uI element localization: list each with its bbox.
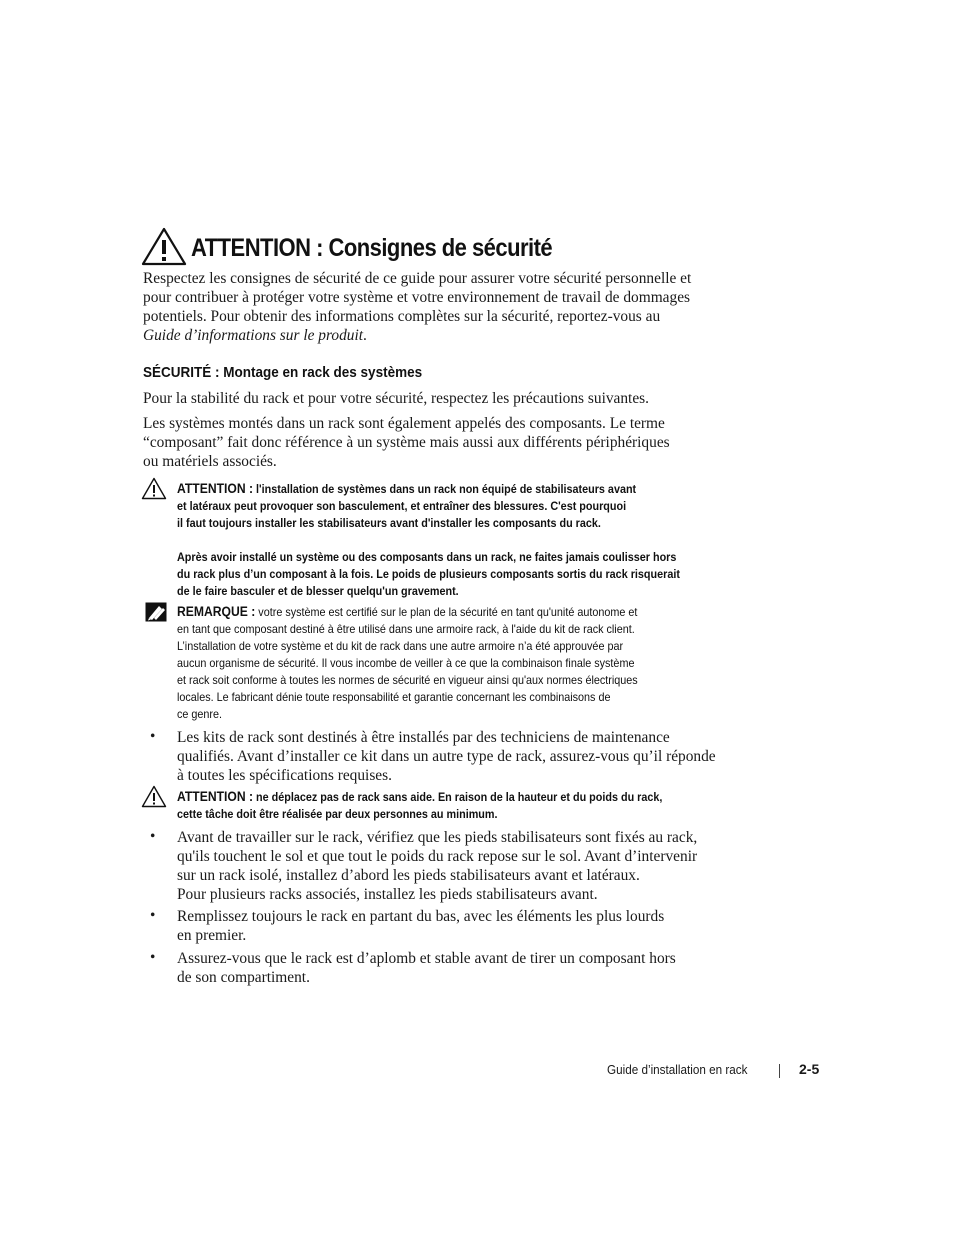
- bullet-line: à toutes les spécifications requises.: [177, 767, 392, 784]
- footer-guide-title: Guide d’installation en rack: [607, 1062, 748, 1077]
- bullet-line: en premier.: [177, 927, 247, 944]
- attention-line: Après avoir installé un système ou des composants dans un rack, ne faites jamais coulisser hors: [177, 550, 677, 564]
- bullet-line: qu'ils touchent le sol et que tout le poids du rack repose sur le sol. Avant d’intervenir: [177, 848, 698, 865]
- intro-line: Respectez les consignes de sécurité de ce guide pour assurer votre sécurité personnelle et: [143, 270, 692, 287]
- stability-line: Pour la stabilité du rack et pour votre sécurité, respectez les précautions suivantes.: [143, 390, 650, 407]
- components-line: Les systèmes montés dans un rack sont également appelés des composants. Le terme: [143, 415, 665, 432]
- attention-note-moving: [177, 788, 716, 823]
- attention-line: de le faire basculer et de blesser quelqu'un gravement.: [177, 584, 459, 598]
- bullet-marker: •: [150, 728, 156, 745]
- components-line: ou matériels associés.: [143, 453, 277, 470]
- pencil-note-icon: [145, 602, 167, 622]
- bullet-line: qualifiés. Avant d’installer ce kit dans un autre type de rack, assurez-vous qu’il réponde: [177, 748, 716, 765]
- remarque-line: aucun organisme de sécurité. Il vous incombe de veiller à ce que la combinaison finale système: [177, 656, 635, 670]
- attention-text: l'installation de systèmes dans un rack non équipé de stabilisateurs avant: [256, 482, 637, 496]
- intro-line: [143, 326, 691, 345]
- warning-triangle-icon: [141, 226, 187, 266]
- bullet-line: Les kits de rack sont destinés à être installés par des techniciens de maintenance: [177, 729, 670, 746]
- bullet-line: de son compartiment.: [177, 969, 310, 986]
- intro-line: potentiels. Pour obtenir des informations complètes sur la sécurité, reportez-vous au: [143, 308, 661, 325]
- product-guide-title: Guide d’informations sur le produit: [143, 327, 364, 344]
- footer-divider: [779, 1064, 780, 1078]
- remarque-line: L’installation de votre système et du kit de rack dans une autre armoire n’a été approuvée par: [177, 639, 624, 653]
- attention-line: et latéraux peut provoquer son basculement, et entraîner des blessures. C'est pourquoi: [177, 499, 627, 513]
- remarque-label: REMARQUE :: [177, 604, 256, 619]
- remarque-note: [177, 603, 689, 723]
- remarque-line: en tant que composant destiné à être utilisé dans une armoire rack, à l'aide du kit de rack client.: [177, 622, 635, 636]
- attention-label: ATTENTION :: [177, 481, 254, 496]
- page-title: ATTENTION : Consignes de sécurité: [191, 234, 553, 262]
- attention-spacer: [177, 532, 680, 549]
- attention-note-stabilizers: [177, 480, 736, 600]
- remarque-text: votre système est certifié sur le plan de la sécurité en tant qu'unité autonome et: [258, 605, 638, 619]
- attention-label: ATTENTION :: [177, 789, 254, 804]
- intro-line: pour contribuer à protéger votre système et votre environnement de travail de dommages: [143, 289, 691, 306]
- remarque-line: ce genre.: [177, 707, 223, 721]
- attention-text: ne déplacez pas de rack sans aide. En raison de la hauteur et du poids du rack,: [256, 790, 663, 804]
- bullet-line: Assurez-vous que le rack est d’aplomb et stable avant de tirer un composant hors: [177, 950, 676, 967]
- intro-period: .: [363, 327, 367, 344]
- attention-line: cette tâche doit être réalisée par deux personnes au minimum.: [177, 807, 498, 821]
- attention-line: du rack plus d’un composant à la fois. Le poids de plusieurs composants sortis du rack risquerait: [177, 567, 680, 581]
- intro-paragraph: [143, 269, 691, 345]
- components-paragraph: [143, 414, 670, 471]
- attention-line: [177, 788, 662, 806]
- bullet-rack-kits: [177, 728, 716, 785]
- bullet-marker: •: [150, 949, 156, 966]
- bullet-line: Remplissez toujours le rack en partant du bas, avec les éléments les plus lourds: [177, 908, 665, 925]
- components-line: “composant” fait donc référence à un système mais aussi aux différents périphériques: [143, 434, 670, 451]
- bullet-load-bottom: [177, 907, 664, 945]
- stability-paragraph: [143, 389, 649, 408]
- remarque-line: et rack soit conforme à toutes les normes de sécurité en vigueur ainsi qu'aux normes électriques: [177, 673, 638, 687]
- attention-line: [177, 480, 680, 498]
- bullet-level-rack: [177, 949, 676, 987]
- remarque-line: locales. Le fabricant dénie toute responsabilité et garantie concernant les combinaisons de: [177, 690, 611, 704]
- caution-triangle-icon: [141, 477, 167, 500]
- page-number: 2-5: [799, 1061, 820, 1077]
- bullet-line: Avant de travailler sur le rack, vérifiez que les pieds stabilisateurs sont fixés au rack,: [177, 829, 698, 846]
- remarque-line: [177, 603, 638, 621]
- section-heading: SÉCURITÉ : Montage en rack des systèmes: [143, 364, 423, 381]
- bullet-line: Pour plusieurs racks associés, installez les pieds stabilisateurs avant.: [177, 886, 598, 903]
- bullet-marker: •: [150, 907, 156, 924]
- bullet-line: sur un rack isolé, installez d’abord les pieds stabilisateurs avant et latéraux.: [177, 867, 640, 884]
- caution-triangle-icon: [141, 785, 167, 808]
- attention-line: il faut toujours installer les stabilisateurs avant d'installer les composants du rack.: [177, 516, 601, 530]
- bullet-marker: •: [150, 828, 156, 845]
- bullet-stabilizer-feet: [177, 828, 697, 904]
